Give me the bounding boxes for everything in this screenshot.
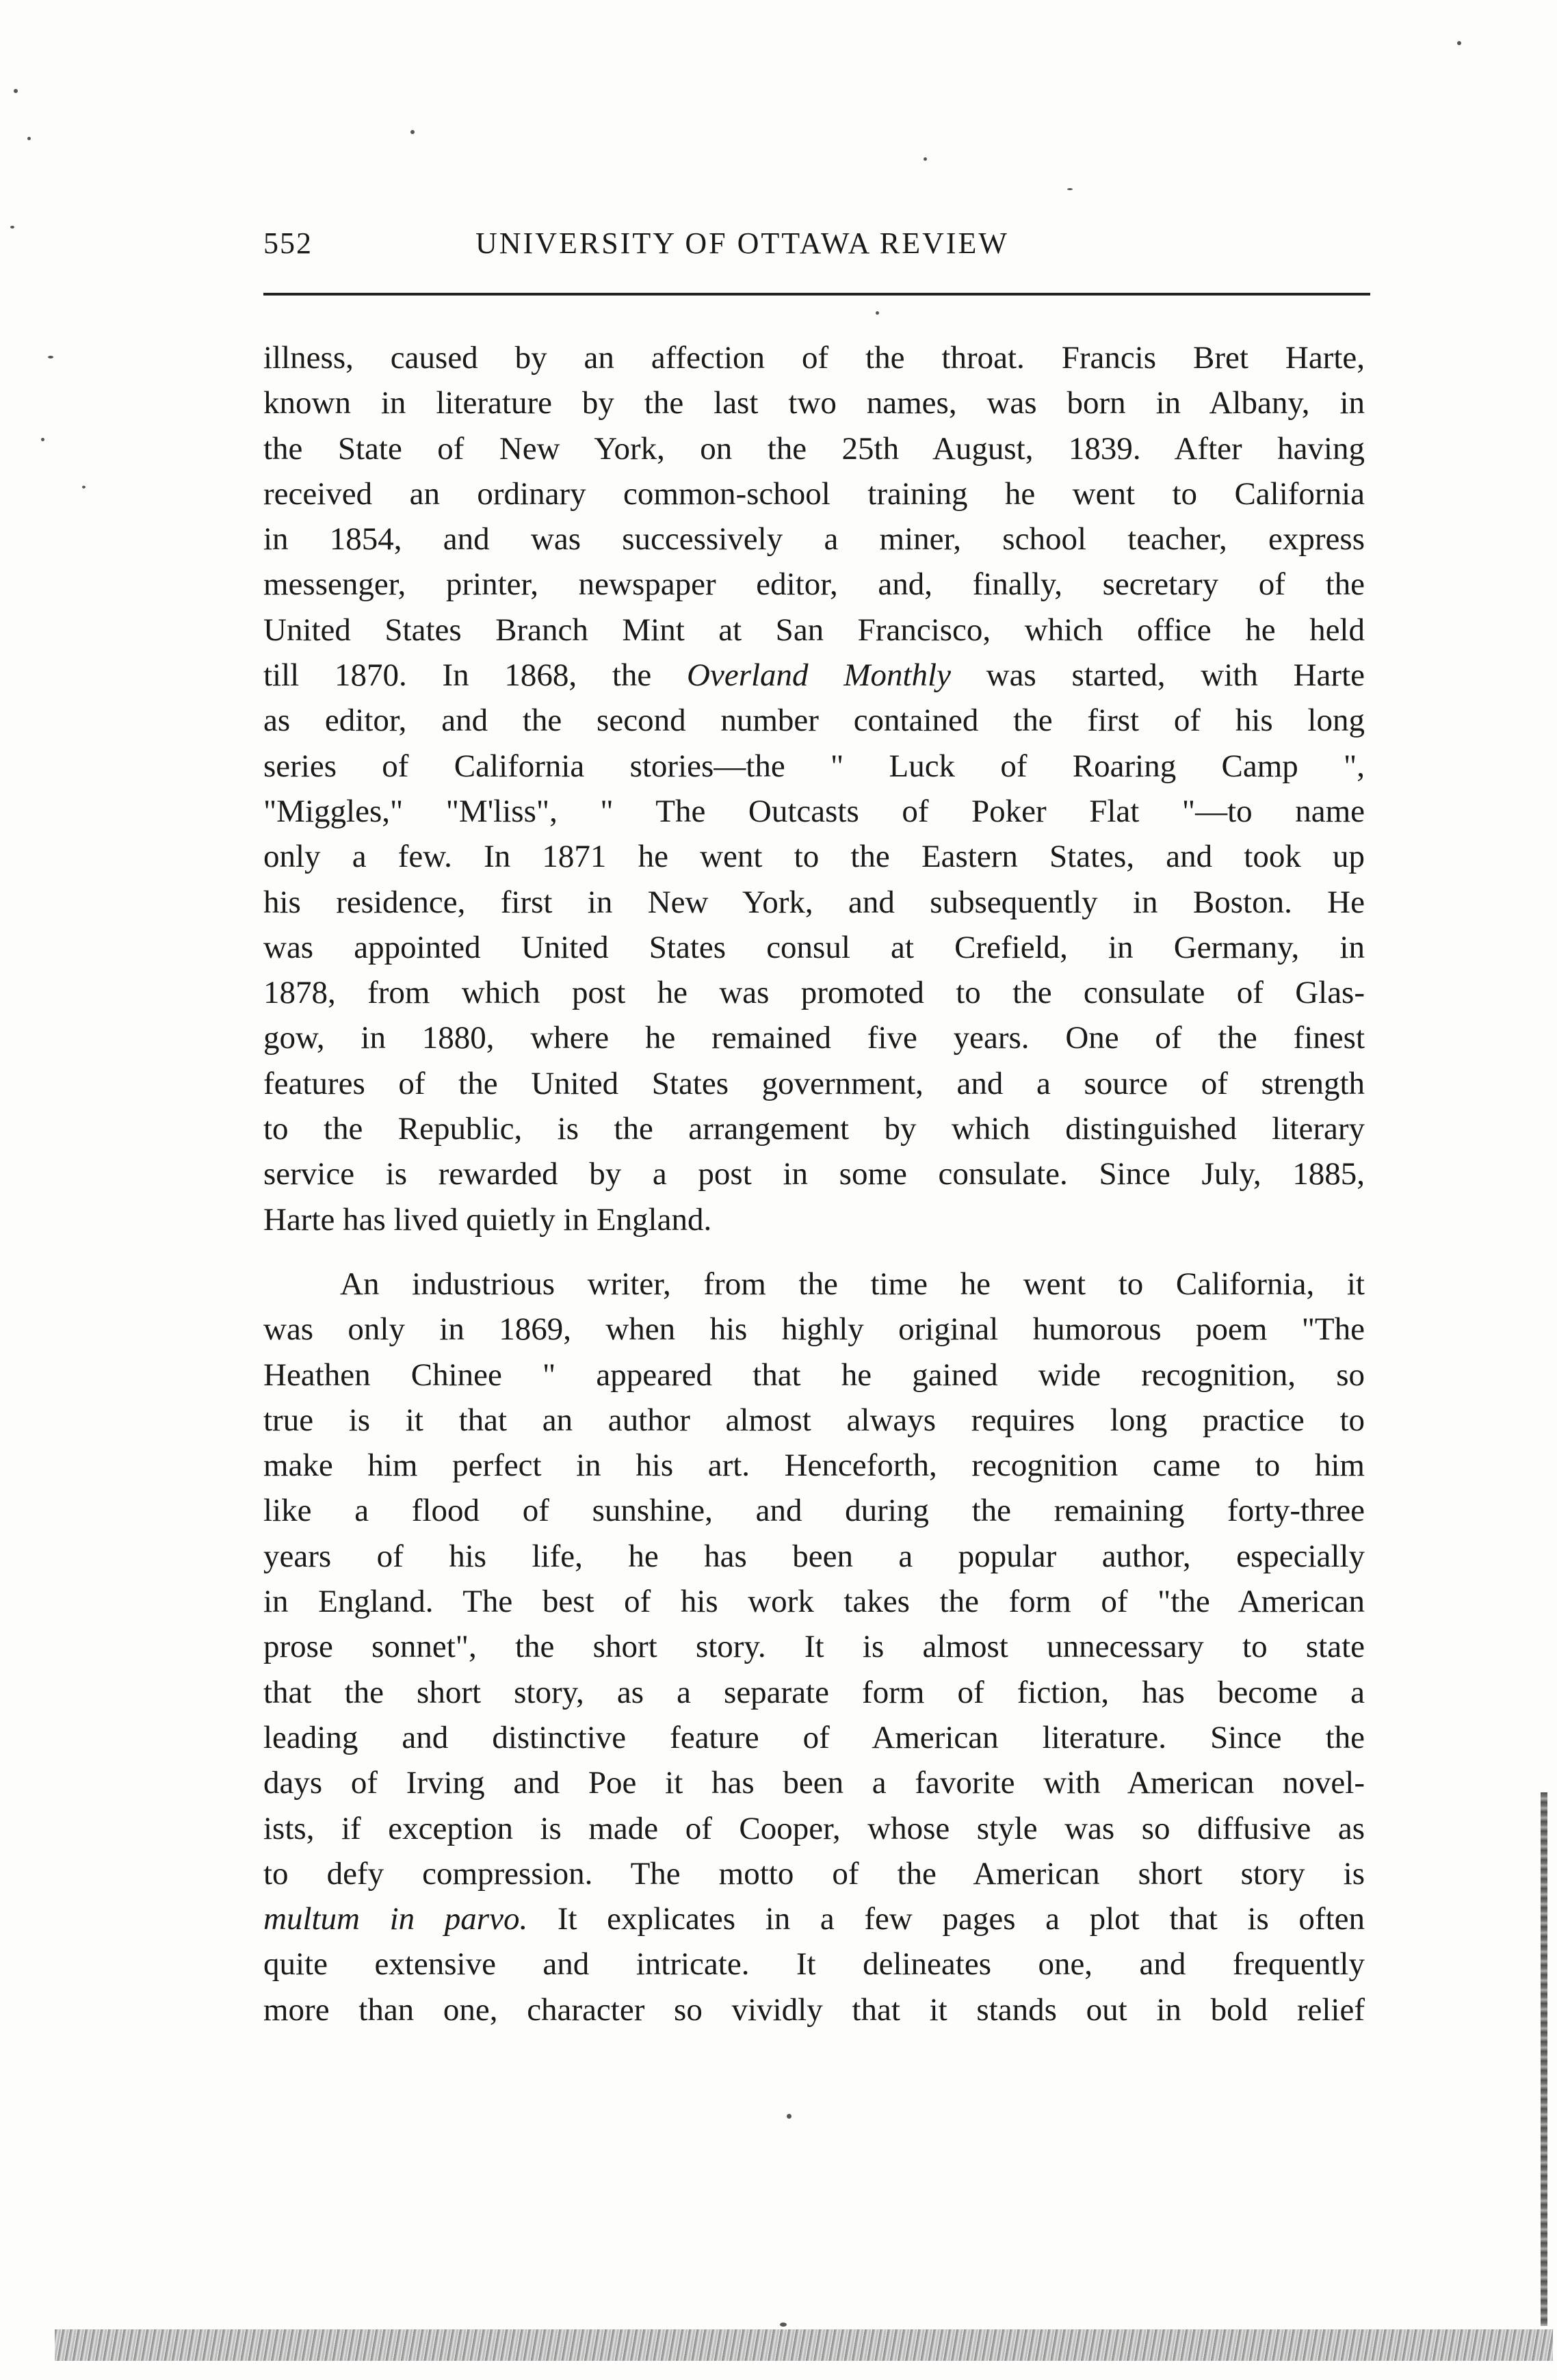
scan-edge-right <box>1541 1792 1547 2326</box>
text-line: messenger, printer, newspaper editor, and, finally, secretary of the <box>263 566 1365 603</box>
text-segment: was started, with Harte <box>950 657 1365 694</box>
text-line: to the Republic, is the arrangement by which distinguished literary <box>263 1111 1365 1147</box>
page-number: 552 <box>263 226 313 260</box>
text-line: 1878, from which post he was promoted to the consulate of Glas- <box>263 975 1365 1011</box>
text-line: to defy compression. The motto of the American short story is <box>263 1855 1365 1892</box>
running-head <box>263 226 1368 274</box>
text-line: United States Branch Mint at San Francisco, which office he held <box>263 612 1365 648</box>
text-line: only a few. In 1871 he went to the Eastern States, and took up <box>263 839 1365 875</box>
scan-speck <box>1457 41 1461 45</box>
text-line: quite extensive and intricate. It delineates one, and frequently <box>263 1946 1365 1983</box>
scan-speck <box>787 2114 791 2119</box>
text-line: An industrious writer, from the time he went to California, it <box>340 1266 1365 1302</box>
periodical-title: Overland Monthly <box>687 657 951 694</box>
text-line: series of California stories—the " Luck of Roaring Camp ", <box>263 748 1365 784</box>
text-line-with-italic <box>263 653 1365 698</box>
text-line: was appointed United States consul at Crefield, in Germany, in <box>263 929 1365 965</box>
text-line: days of Irving and Poe it has been a favorite with American novel- <box>263 1765 1365 1801</box>
latin-motto: multum in parvo. <box>263 1901 528 1937</box>
paragraph-1 <box>263 335 1365 1242</box>
text-line: years of his life, he has been a popular author, especially <box>263 1538 1365 1574</box>
text-line: Heathen Chinee " appeared that he gained wide recognition, so <box>263 1357 1365 1393</box>
text-line-with-italic <box>263 1896 1365 1941</box>
text-line: leading and distinctive feature of American literature. Since the <box>263 1719 1365 1755</box>
text-line: more than one, character so vividly that it stands out in bold relief <box>263 1991 1365 2028</box>
paragraph-2 <box>263 1261 1365 2032</box>
text-line: features of the United States government, and a source of strength <box>263 1065 1365 1101</box>
scan-speck <box>48 356 53 358</box>
scan-edge-strip <box>55 2329 1553 2361</box>
scan-speck <box>10 226 14 228</box>
scan-speck <box>14 89 18 93</box>
text-line: as editor, and the second number contained the first of his long <box>263 703 1365 739</box>
text-line: his residence, first in New York, and subsequently in Boston. He <box>263 884 1365 920</box>
text-segment: till 1870. In 1868, the <box>263 657 688 694</box>
text-line: prose sonnet", the short story. It is almost unnecessary to state <box>263 1629 1365 1665</box>
text-line: received an ordinary common-school training he went to California <box>263 475 1365 512</box>
body-text <box>263 335 1365 2032</box>
text-line: illness, caused by an affection of the throat. Francis Bret Harte, <box>263 340 1365 376</box>
text-line: the State of New York, on the 25th August, 1839. After having <box>263 430 1365 467</box>
text-line: service is rewarded by a post in some consulate. Since July, 1885, <box>263 1156 1365 1192</box>
text-line: true is it that an author almost always requires long practice to <box>263 1402 1365 1438</box>
journal-title: UNIVERSITY OF OTTAWA REVIEW <box>475 226 1009 260</box>
text-line: gow, in 1880, where he remained five years. One of the finest <box>263 1020 1365 1056</box>
scan-speck <box>780 2323 787 2327</box>
scan-speck <box>1067 188 1073 190</box>
scan-speck <box>82 486 86 488</box>
text-line: like a flood of sunshine, and during the remaining forty-three <box>263 1493 1365 1529</box>
text-line: Harte has lived quietly in England. <box>263 1201 712 1238</box>
text-line: in England. The best of his work takes the form of "the American <box>263 1584 1365 1620</box>
scan-speck <box>410 130 415 134</box>
text-line: known in literature by the last two names, was born in Albany, in <box>263 385 1365 421</box>
text-line: that the short story, as a separate form of fiction, has become a <box>263 1674 1365 1710</box>
text-line: ists, if exception is made of Cooper, whose style was so diffusive as <box>263 1810 1365 1846</box>
paragraph-gap <box>263 1242 1365 1261</box>
text-line: in 1854, and was successively a miner, school teacher, express <box>263 521 1365 558</box>
text-line: was only in 1869, when his highly original humorous poem "The <box>263 1311 1365 1348</box>
text-segment: It explicates in a few pages a plot that is often <box>527 1901 1365 1937</box>
header-rule <box>263 293 1370 296</box>
text-line: make him perfect in his art. Henceforth, recognition came to him <box>263 1448 1365 1484</box>
scan-speck <box>27 137 31 140</box>
scan-speck <box>924 157 927 161</box>
text-line: "Miggles," "M'liss", " The Outcasts of Poker Flat "—to name <box>263 793 1365 829</box>
scan-speck <box>876 311 879 315</box>
scan-speck <box>41 438 44 441</box>
